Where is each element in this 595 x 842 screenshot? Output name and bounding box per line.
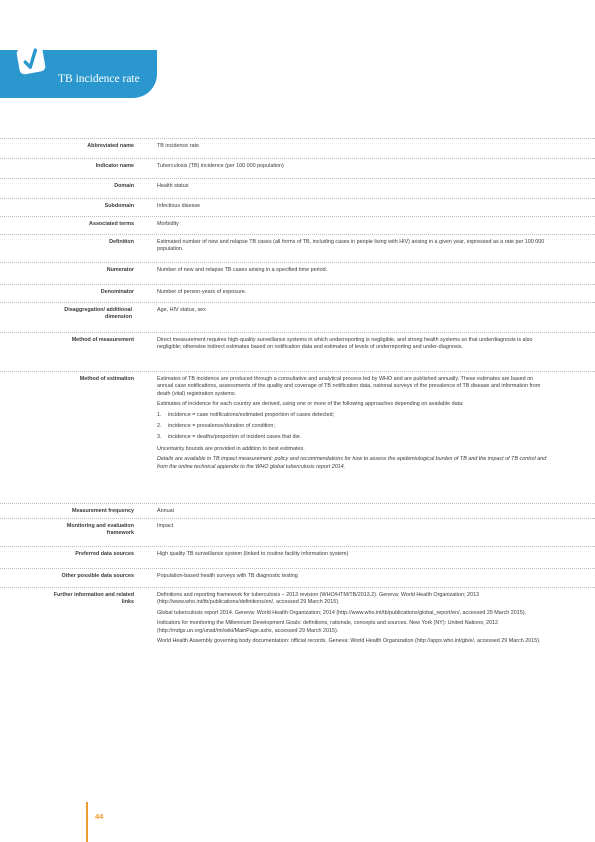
field-value: Annual bbox=[157, 508, 174, 514]
reference: Definitions and reporting framework for tuberculosis – 2013 revision (WHO/HTM/TB/2013.2). Geneva: World Health Organization; 2013 (http://www.who.int/tb/publications/definitions/en/, accessed 29 March 2015). bbox=[157, 592, 479, 606]
estimation-note: Details are available in TB impact measurement: policy and recommendations for how to assess the epidemiological burden of TB and the impact of TB control and from the online technical appendix to the WHO global tuberculosis report 2014. bbox=[157, 456, 547, 470]
table-row bbox=[0, 371, 595, 470]
field-label: Denominator bbox=[100, 289, 134, 295]
reference: Global tuberculosis report 2014. Geneva: World Health Organization; 2014 (http://www.who.int/tb/publications/global_report/en/, accessed 29 March 2015). bbox=[157, 609, 527, 616]
field-label: Disaggregation/ additional dimension bbox=[64, 307, 132, 321]
list-item bbox=[157, 423, 550, 430]
field-label: Preferred data sources bbox=[75, 551, 134, 557]
list-number: 3. bbox=[157, 434, 162, 441]
field-value: Age, HIV status, sex bbox=[157, 307, 206, 313]
field-label: Abbreviated name bbox=[87, 143, 134, 149]
list-number: 2. bbox=[157, 423, 162, 430]
table-row bbox=[0, 158, 595, 169]
field-label: Indicator name bbox=[95, 163, 134, 169]
field-label: Domain bbox=[114, 183, 134, 189]
list-number: 1. bbox=[157, 411, 162, 418]
table-row bbox=[0, 503, 595, 514]
field-value: Population-based health surveys with TB diagnostic testing bbox=[157, 573, 298, 579]
field-label: Definition bbox=[109, 239, 134, 245]
checkmark-icon bbox=[16, 45, 46, 75]
field-label: Method of estimation bbox=[79, 376, 134, 382]
list-text: incidence = case notifications/estimated proportion of cases detected; bbox=[168, 411, 335, 418]
field-value bbox=[157, 592, 550, 648]
estimation-paragraph: Estimates of incidence for each country are derived, using one or more of the following approaches depending on available data: bbox=[157, 401, 464, 408]
field-value: Number of person-years of exposure. bbox=[157, 289, 247, 295]
list-text: incidence = prevalence/duration of condition; bbox=[168, 423, 275, 430]
field-value: TB incidence rate bbox=[157, 143, 199, 149]
reference: Indicators for monitoring the Millennium Development Goals: definitions, rationale, concepts and sources. New York (NY): United Nations; 2012 (http://mdgs.un.org/unsd/mi/wiki/MainPage.ashx, accessed 29 March 2015). bbox=[157, 620, 498, 634]
page-number-rule bbox=[86, 802, 88, 842]
estimation-paragraph: Estimates of TB incidence are produced through a consultative and analytical process led by WHO and are published annually. These estimates are based on annual case notifications, assessments of the quality and coverage of TB notification data, national surveys of the prevalence of TB disease and information from death (vital) registration systems. bbox=[157, 376, 541, 397]
field-label: Measurement frequency bbox=[71, 508, 134, 514]
table-row bbox=[0, 198, 595, 209]
field-value: Morbidity bbox=[157, 221, 179, 227]
list-text: incidence = deaths/proportion of incident cases that die. bbox=[168, 434, 302, 441]
table-row bbox=[0, 216, 595, 227]
field-label: Other possible data sources bbox=[61, 573, 134, 579]
field-label: Numerator bbox=[106, 267, 134, 273]
table-row bbox=[0, 234, 595, 253]
field-label: Monitoring and evaluation framework bbox=[66, 523, 134, 537]
field-value: Impact bbox=[157, 523, 174, 529]
table-row bbox=[0, 332, 595, 351]
field-label: Further information and related links bbox=[53, 592, 134, 606]
table-row bbox=[0, 518, 595, 537]
field-value: Estimated number of new and relapse TB cases (all forms of TB, including cases in people living with HIV) arising in a given year, expressed as a rate per 100 000 population. bbox=[157, 239, 545, 253]
table-row bbox=[0, 587, 595, 645]
table-row bbox=[0, 138, 595, 149]
field-value: Infectious disease bbox=[157, 203, 201, 209]
field-value: Health status bbox=[157, 183, 189, 189]
table-row bbox=[0, 568, 595, 579]
page-title: TB incidence rate bbox=[58, 73, 140, 85]
field-value: Tuberculosis (TB) incidence (per 100 000 population) bbox=[157, 163, 284, 169]
table-row bbox=[0, 302, 595, 321]
field-value: Number of new and relapse TB cases arising in a specified time period. bbox=[157, 267, 328, 273]
list-item bbox=[157, 412, 550, 419]
reference: World Health Assembly governing body documentation: official records. Geneva: World Health Organization (http://apps.who.int/gb/e/, accessed 29 March 2015). bbox=[157, 638, 541, 645]
field-label: Method of measurement bbox=[71, 337, 134, 343]
estimation-paragraph: Uncertainty bounds are provided in addition to best estimates. bbox=[157, 445, 305, 452]
field-value: Direct measurement requires high-quality surveillance systems in which underreporting is negligible, and strong health systems so that underdiagnosis is also negligible; otherwise indirect estimates based on notification data and estimates of levels of underreporting and under-diagnosis. bbox=[157, 337, 533, 351]
table-row bbox=[0, 546, 595, 557]
table-row bbox=[0, 178, 595, 189]
field-label: Subdomain bbox=[104, 203, 134, 209]
table-row bbox=[0, 284, 595, 295]
table-row bbox=[0, 262, 595, 273]
page-number: 44 bbox=[95, 812, 104, 821]
field-value bbox=[157, 376, 550, 474]
field-value: High quality TB surveillance system (linked to routine facility information system) bbox=[157, 551, 349, 557]
list-item bbox=[157, 434, 550, 441]
field-label: Associated terms bbox=[89, 221, 134, 227]
